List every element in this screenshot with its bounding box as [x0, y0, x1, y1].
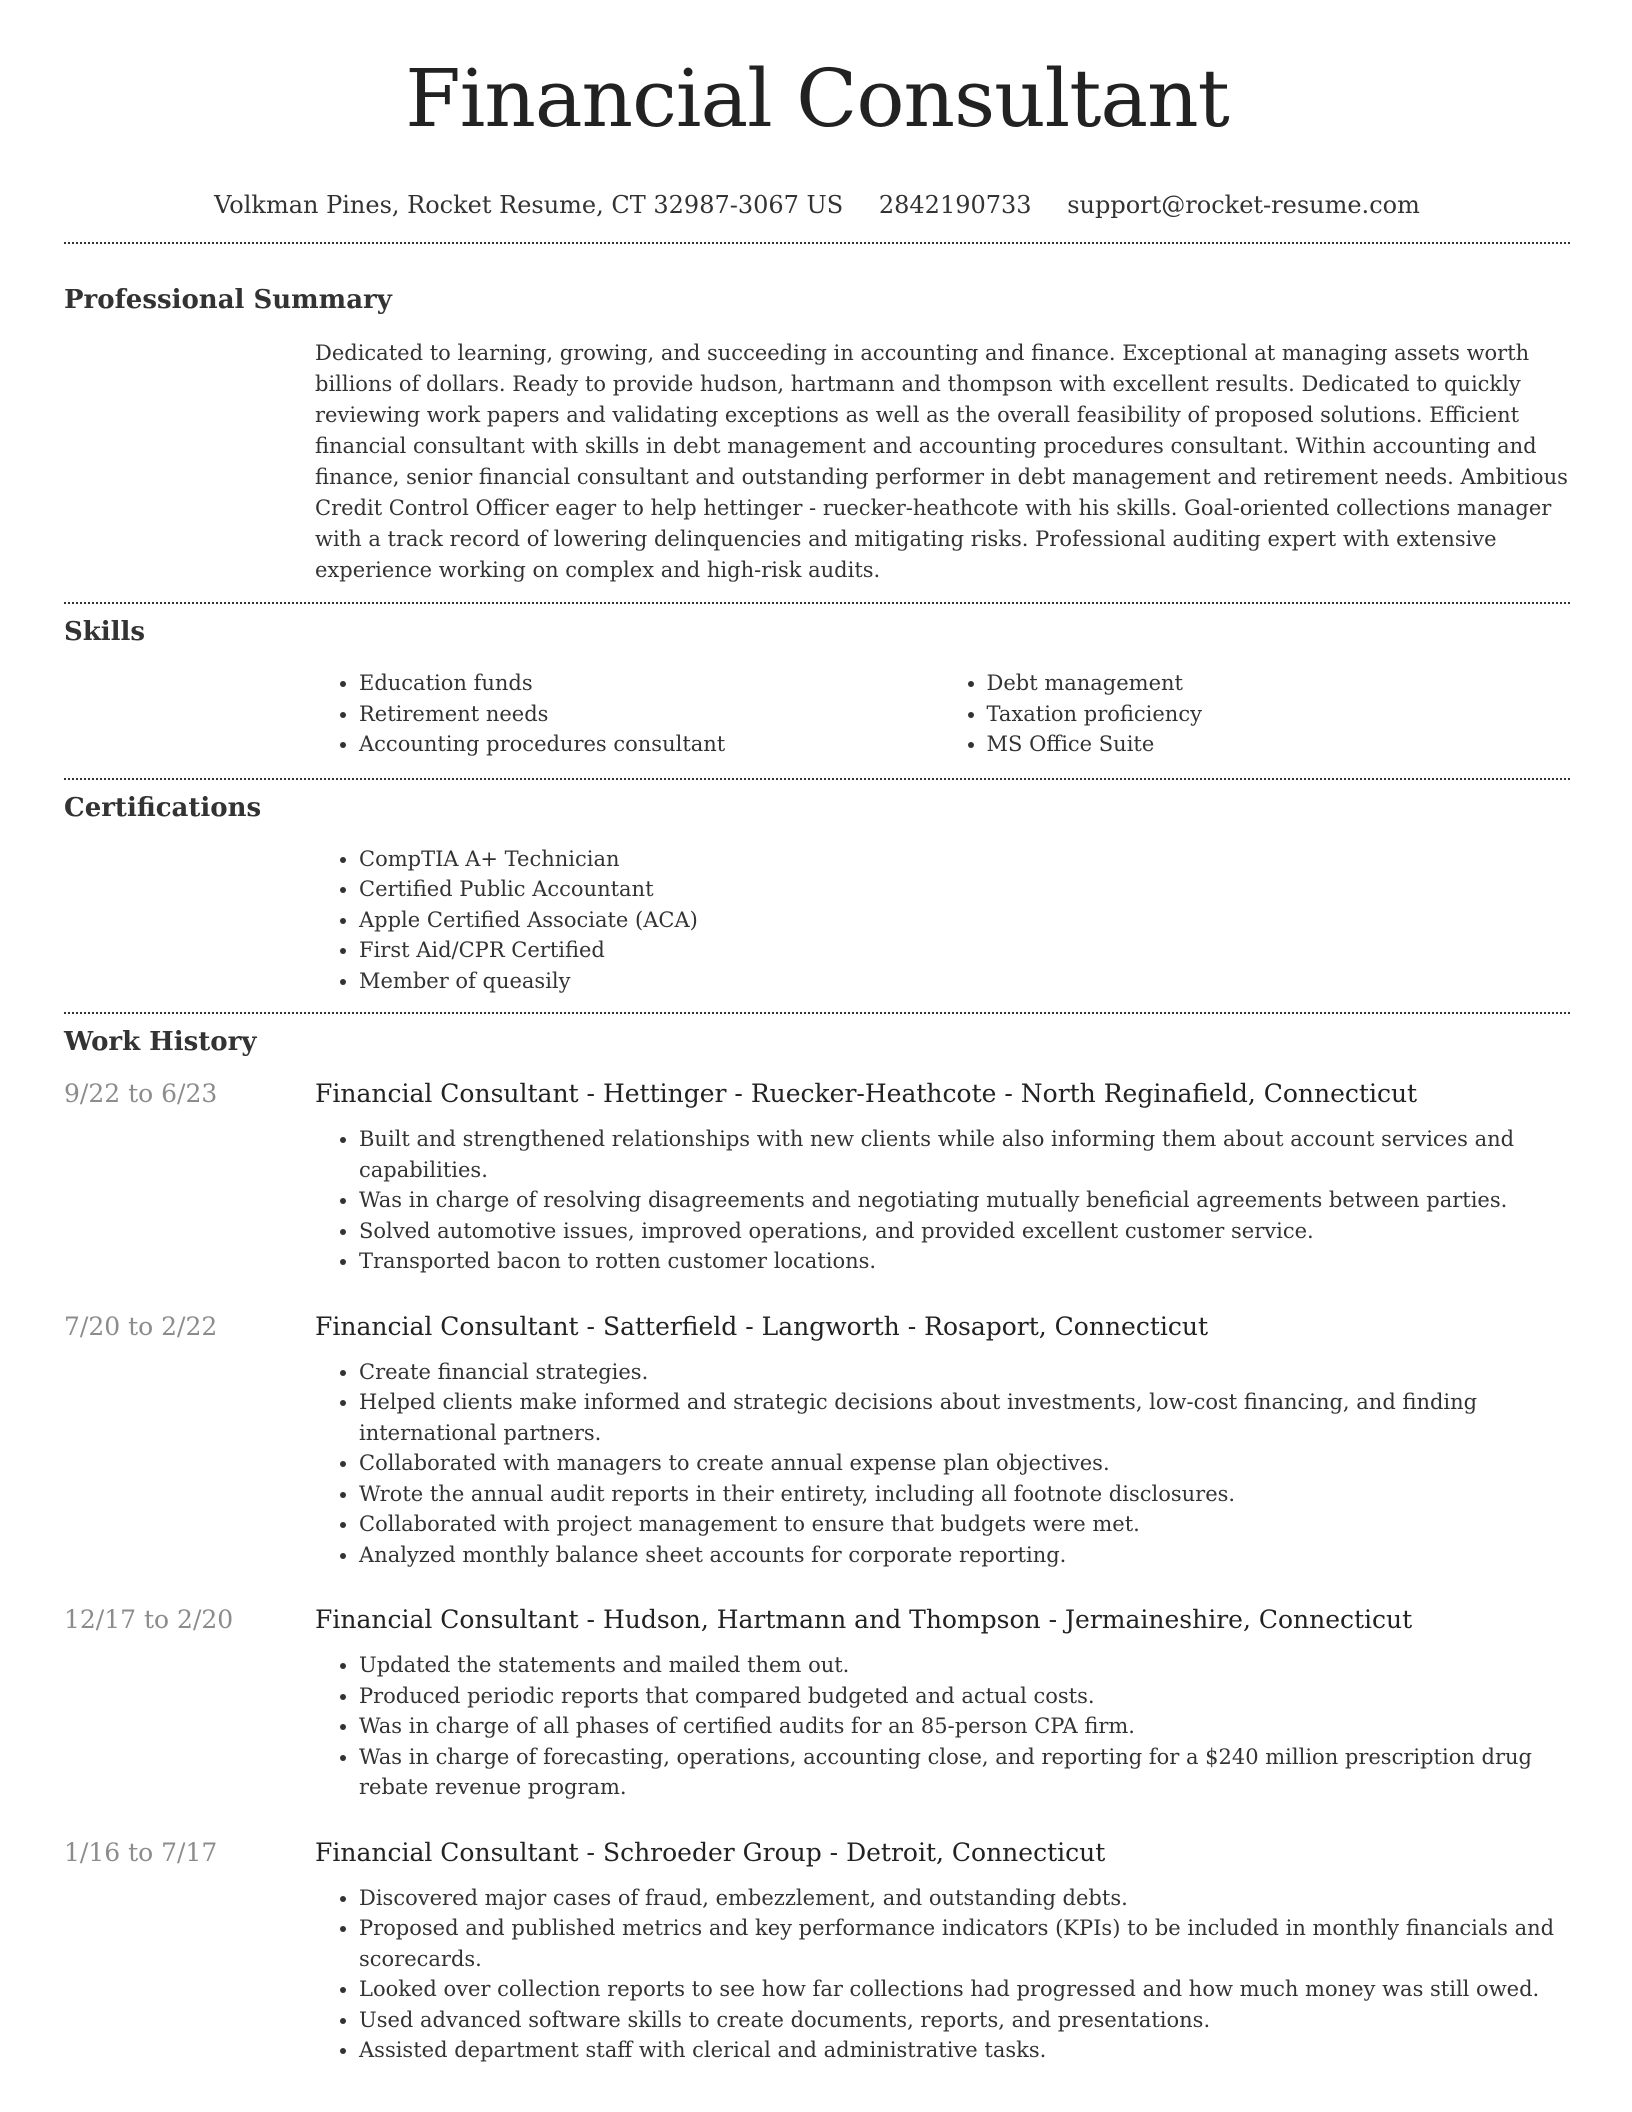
job-bullet-list [315, 1357, 1570, 1571]
job-bullet: • Helped clients make informed and strategic decisions about investments, low-cost financing, and finding international partners. [359, 1387, 1570, 1448]
contact-info [64, 190, 1570, 220]
job-dates: 9/22 to 6/23 [64, 1079, 218, 1108]
skill-item: • Education funds [359, 668, 943, 699]
skills-list-right [943, 668, 1571, 760]
summary-text: Dedicated to learning, growing, and succeeding in accounting and finance. Exceptional at managing assets worth billions of dollars. Ready to provide hudson, hartmann and thompson with excellent results. Dedicated to quickly reviewing work papers and validating exceptions as well as the overall feasibility of proposed solutions. Efficient financial consultant with skills in debt management and accounting procedures consultant. Within accounting and finance, senior financial consultant and outstanding performer in debt management and retirement needs. Ambitious Credit Control Officer eager to help hettinger - ruecker-heathcote with his skills. Goal-oriented collections manager with a track record of lowering delinquencies and mitigating risks. Professional auditing expert with extensive experience working on complex and high-risk audits. [315, 341, 1568, 582]
resume-name: Financial Consultant [405, 52, 1229, 145]
certification-item: • Apple Certified Associate (ACA) [359, 905, 1570, 936]
job-bullets [315, 1650, 1570, 1803]
job-bullet: • Was in charge of forecasting, operations, accounting close, and reporting for a $240 million prescription drug rebate revenue program. [359, 1742, 1570, 1803]
job-bullet: • Wrote the annual audit reports in their entirety, including all footnote disclosures. [359, 1479, 1570, 1510]
skills-section [64, 616, 1570, 760]
job-header [64, 1311, 1570, 1343]
job-bullet: • Discovered major cases of fraud, embezzlement, and outstanding debts. [359, 1883, 1570, 1914]
job-header [64, 1837, 1570, 1869]
skills-list-left [315, 668, 943, 760]
certifications-section [64, 792, 1570, 997]
job-dates: 12/17 to 2/20 [64, 1605, 234, 1634]
section-divider [64, 602, 1570, 604]
work-history-section [64, 1026, 1570, 2066]
job-bullet: • Collaborated with project management to ensure that budgets were met. [359, 1509, 1570, 1540]
job-bullet-list [315, 1883, 1570, 2066]
job-header [64, 1078, 1570, 1110]
job-bullet: • Produced periodic reports that compared budgeted and actual costs. [359, 1681, 1570, 1712]
job-bullet: • Proposed and published metrics and key performance indicators (KPIs) to be included in monthly financials and scorecards. [359, 1913, 1570, 1974]
job-bullet: • Solved automotive issues, improved operations, and provided excellent customer service. [359, 1216, 1570, 1247]
job-entry [64, 1311, 1570, 1571]
contact-phone: 2842190733 [878, 191, 1032, 219]
job-bullets [315, 1883, 1570, 2066]
job-bullet-list [315, 1124, 1570, 1277]
certifications-heading: Certifications [64, 792, 262, 823]
job-title: Financial Consultant - Schroeder Group - Detroit, Connecticut [315, 1837, 1106, 1867]
job-dates: 7/20 to 2/22 [64, 1311, 218, 1341]
job-entry [64, 1604, 1570, 1803]
skills-grid [315, 668, 1570, 760]
job-bullet: • Create financial strategies. [359, 1357, 1570, 1388]
job-bullet: • Used advanced software skills to create documents, reports, and presentations. [359, 2005, 1570, 2036]
section-divider [64, 778, 1570, 780]
certification-item: • Certified Public Accountant [359, 874, 1570, 905]
skills-heading: Skills [64, 617, 146, 647]
contact-address: Volkman Pines, Rocket Resume, CT 32987-3067 US [214, 191, 844, 219]
skill-item: • Retirement needs [359, 699, 943, 730]
job-title: Financial Consultant - Hettinger - Ruecker-Heathcote - North Reginafield, Connecticut [315, 1079, 1418, 1108]
skill-item: • Taxation proficiency [987, 699, 1571, 730]
job-bullet-list [315, 1650, 1570, 1803]
job-header [64, 1604, 1570, 1636]
job-bullet: • Analyzed monthly balance sheet accounts for corporate reporting. [359, 1540, 1570, 1571]
job-bullet: • Transported bacon to rotten customer locations. [359, 1246, 1570, 1277]
section-divider [64, 1012, 1570, 1014]
job-bullet: • Updated the statements and mailed them out. [359, 1650, 1570, 1681]
skill-item: • Debt management [987, 668, 1571, 699]
work-history-heading: Work History [64, 1027, 257, 1057]
job-bullets [315, 1357, 1570, 1571]
job-bullet: • Was in charge of resolving disagreements and negotiating mutually beneficial agreements between parties. [359, 1185, 1570, 1216]
job-bullets [315, 1124, 1570, 1277]
contact-email: support@rocket-resume.com [1067, 191, 1420, 219]
job-bullet: • Built and strengthened relationships with new clients while also informing them about account services and capabilities. [359, 1124, 1570, 1185]
job-entry [64, 1837, 1570, 2066]
job-bullet: • Looked over collection reports to see how far collections had progressed and how much money was still owed. [359, 1974, 1570, 2005]
certification-item: • First Aid/CPR Certified [359, 935, 1570, 966]
certification-item: • CompTIA A+ Technician [359, 844, 1570, 875]
job-title: Financial Consultant - Hudson, Hartmann and Thompson - Jermaineshire, Connecticut [315, 1605, 1413, 1634]
summary-heading: Professional Summary [64, 285, 392, 315]
job-title: Financial Consultant - Satterfield - Langworth - Rosaport, Connecticut [315, 1311, 1209, 1341]
certification-item: • Member of queasily [359, 966, 1570, 997]
certifications-body [315, 844, 1570, 997]
certifications-list [315, 844, 1570, 997]
skill-item: • MS Office Suite [987, 729, 1571, 760]
job-entry [64, 1078, 1570, 1277]
job-bullet: • Was in charge of all phases of certified audits for an 85-person CPA firm. [359, 1711, 1570, 1742]
job-dates: 1/16 to 7/17 [64, 1837, 218, 1867]
job-bullet: • Collaborated with managers to create annual expense plan objectives. [359, 1448, 1570, 1479]
job-bullet: • Assisted department staff with clerical and administrative tasks. [359, 2035, 1570, 2066]
skill-item: • Accounting procedures consultant [359, 729, 943, 760]
section-divider [64, 242, 1570, 244]
resume-page [64, 0, 1570, 2066]
summary-section [64, 284, 1570, 586]
